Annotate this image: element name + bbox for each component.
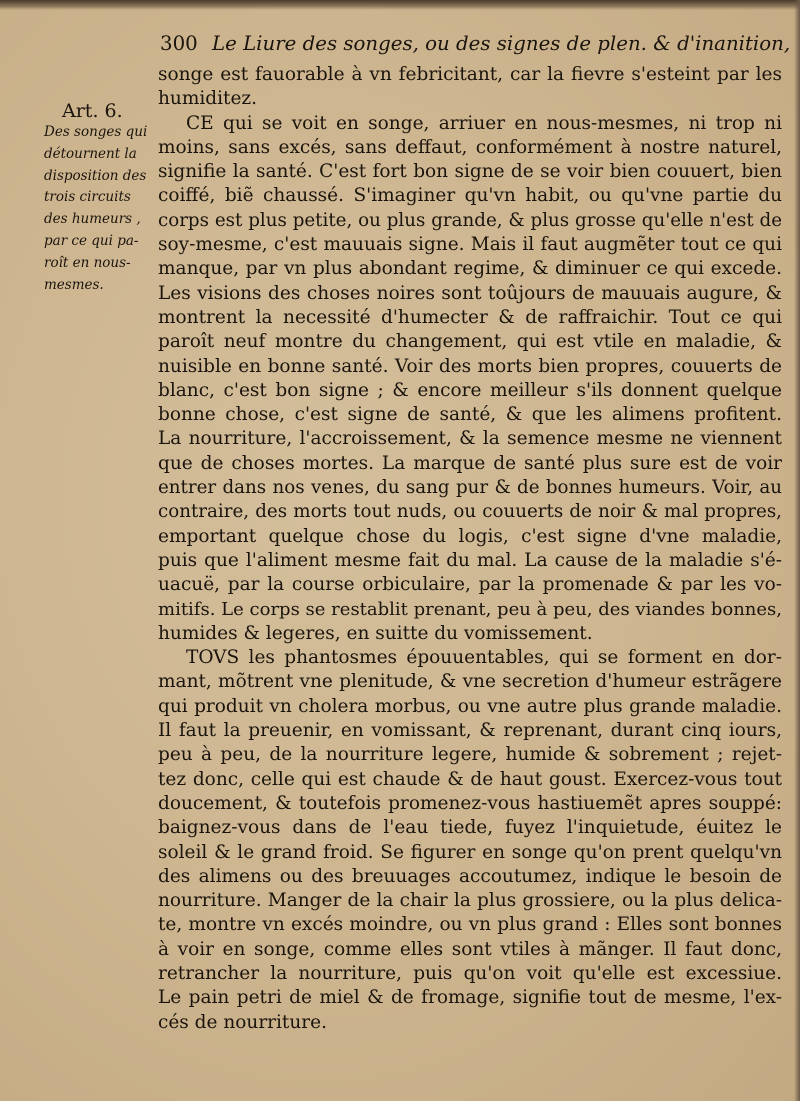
text-line: songe est fauorable à vn febricitant, car la fievre s'esteint par les [158, 64, 782, 85]
text-line: Les visions des choses noires sont toûjours de mauuais augure, & [158, 282, 782, 304]
text-line: bonne chose, c'est signe de santé, & que les alimens profitent. [158, 404, 782, 426]
text-line: nourriture. Manger de la chair la plus grossiere, ou la plus delica- [158, 890, 782, 912]
body-text [158, 63, 782, 1035]
text-line: contraire, des morts tout nuds, ou couuerts de noir & mal propres, [158, 501, 782, 523]
text-line: manque, par vn plus abondant regime, & diminuer ce qui excede. [158, 258, 782, 280]
text-line: La nourriture, l'accroissement, & la semence mesme ne viennent [158, 428, 782, 450]
margin-line: des humeurs , [44, 211, 141, 228]
margin-line: Des songes qui [44, 124, 148, 140]
paragraph-start-line: TOVS les phantosmes épouuentables, qui se forment en dor- [186, 647, 782, 669]
margin-line: détournent la [44, 145, 137, 162]
text-line: mitifs. Le corps se restablit prenant, peu à peu, des viandes bonnes, [158, 598, 782, 620]
text-line: que de choses mortes. La marque de santé plus sure est de voir [158, 452, 782, 474]
paragraph-start-line: CE qui se voit en songe, arriuer en nous-mesmes, ni trop ni [186, 112, 782, 134]
text-line: corps est plus petite, ou plus grande, & plus grosse qu'elle n'est de [158, 209, 782, 231]
text-line: moins, sans excés, sans deffaut, conformément à nostre naturel, [158, 136, 782, 158]
text-line: baignez-vous dans de l'eau tiede, fuyez l'inquietude, éuitez le [158, 817, 782, 839]
text-line: entrer dans nos venes, du sang pur & de bonnes humeurs. Voir, au [158, 477, 782, 499]
margin-line: par ce qui pa- [44, 232, 139, 249]
text-line: uacuë, par la course orbiculaire, par la promenade & par les vo- [158, 574, 782, 596]
text-line: cés de nourriture. [158, 1011, 327, 1033]
text-line: des alimens ou des breuuages accoutumez, indique le besoin de [158, 865, 782, 887]
margin-line: disposition des [44, 167, 147, 184]
text-line: qui produit vn cholera morbus, ou vne autre plus grande maladie. [158, 695, 782, 717]
page-number: 300 [160, 32, 198, 55]
text-line: Le pain petri de miel & de fromage, signifie tout de mesme, l'ex- [158, 987, 782, 1009]
margin-note [44, 100, 156, 296]
text-line: mant, mõtrent vne plenitude, & vne secretion d'humeur estrãgere [158, 671, 782, 693]
text-line: montrent la necessité d'humecter & de raffraichir. Tout ce qui [158, 306, 782, 328]
margin-line: roît en nous- [44, 254, 131, 271]
running-header [160, 30, 790, 58]
text-line: humiditez. [158, 88, 258, 110]
text-line: puis que l'aliment mesme fait du mal. La cause de la maladie s'é- [158, 549, 782, 571]
text-line: humides & legeres, en suitte du vomissement. [158, 622, 593, 644]
text-line: soleil & le grand froid. Se figurer en songe qu'on prent quelqu'vn [158, 841, 782, 863]
text-line: nuisible en bonne santé. Voir des morts bien propres, couuerts de [158, 355, 782, 377]
text-line: paroît neuf montre du changement, qui est vtile en maladie, & [158, 331, 782, 353]
text-line: tez donc, celle qui est chaude & de haut goust. Exercez-vous tout [158, 768, 782, 790]
text-line: emportant quelque chose du logis, c'est signe d'vne maladie, [158, 525, 782, 547]
text-line: blanc, c'est bon signe ; & encore meilleur s'ils donnent quelque [158, 379, 782, 401]
text-line: soy-mesme, c'est mauuais signe. Mais il faut augmẽter tout ce qui [158, 234, 782, 256]
text-line: doucement, & toutefois promenez-vous hastiuemẽt apres souppé: [158, 792, 782, 814]
running-title: Le Liure des songes, ou des signes de plen. & d'inanition, [211, 32, 791, 55]
text-line: peu à peu, de la nourriture legere, humide & sobrement ; rejet- [158, 744, 782, 766]
text-line: retrancher la nourriture, puis qu'on voit qu'elle est excessiue. [158, 962, 782, 984]
text-line: coiffé, biẽ chaussé. S'imaginer qu'vn habit, ou qu'vne partie du [158, 185, 782, 207]
margin-line: mesmes. [44, 276, 104, 293]
page-right-edge [794, 0, 800, 1101]
text-line: te, montre vn excés moindre, ou vn plus grand : Elles sont bonnes [158, 914, 782, 936]
article-number: Art. 6. [62, 100, 123, 122]
text-line: signifie la santé. C'est fort bon signe de se voir bien couuert, bien [158, 161, 782, 183]
text-line: Il faut la preuenir, en vomissant, & reprenant, durant cinq iours, [158, 720, 782, 742]
page-top-edge [0, 0, 800, 10]
text-line: à voir en songe, comme elles sont vtiles à mãnger. Il faut donc, [158, 938, 782, 960]
margin-line: trois circuits [44, 189, 131, 206]
